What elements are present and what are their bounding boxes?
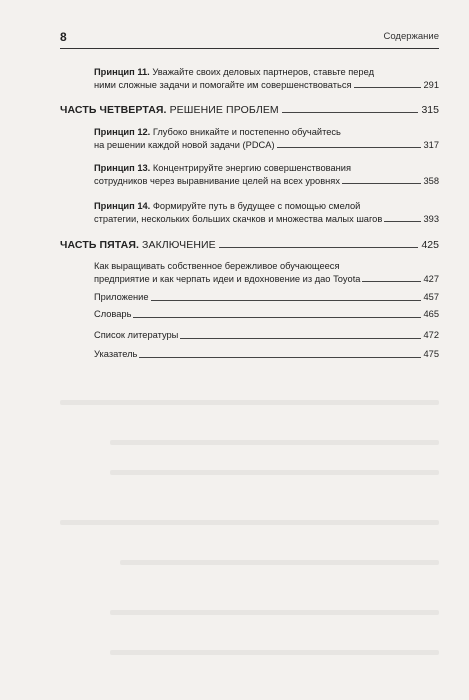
part-title: ЗАКЛЮЧЕНИЕ bbox=[139, 239, 216, 251]
header-rule bbox=[60, 48, 439, 49]
show-through-texture bbox=[110, 470, 439, 475]
dot-leader bbox=[277, 147, 422, 148]
toc-entry-index[interactable] bbox=[94, 348, 439, 361]
dot-leader bbox=[342, 183, 422, 184]
show-through-texture bbox=[110, 610, 439, 615]
entry-page-number: 393 bbox=[423, 213, 439, 224]
dot-leader bbox=[362, 281, 421, 282]
entry-page-number: 358 bbox=[423, 175, 439, 186]
show-through-texture bbox=[110, 650, 439, 655]
entry-page-number: 475 bbox=[423, 349, 439, 359]
part-title: РЕШЕНИЕ ПРОБЛЕМ bbox=[166, 104, 279, 116]
toc-entry-conclusion-chapter[interactable] bbox=[94, 260, 439, 285]
page-number: 8 bbox=[60, 30, 67, 44]
principle-label: Принцип 14. bbox=[94, 201, 151, 211]
dot-leader bbox=[219, 247, 419, 248]
principle-label: Принцип 13. bbox=[94, 163, 151, 173]
entry-page-number: 472 bbox=[423, 330, 439, 340]
principle-label: Принцип 12. bbox=[94, 127, 151, 137]
entry-page-number: 291 bbox=[423, 79, 439, 90]
toc-entry-principle-14[interactable] bbox=[94, 200, 439, 225]
entry-text-line-2: стратегии, нескольких больших скачков и множества малых шагов bbox=[94, 213, 383, 224]
entry-page-number: 317 bbox=[423, 139, 439, 150]
entry-text-line-2: на решении каждой новой задачи (PDCA) bbox=[94, 139, 275, 150]
entry-text-line-2: сотрудников через выравнивание целей на всех уровнях bbox=[94, 175, 340, 186]
toc-part-five[interactable] bbox=[60, 239, 439, 251]
toc-entry-bibliography[interactable] bbox=[94, 329, 439, 342]
toc-entry-principle-12[interactable] bbox=[94, 126, 439, 151]
dot-leader bbox=[180, 338, 421, 339]
entry-title: Указатель bbox=[94, 349, 138, 359]
dot-leader bbox=[384, 221, 421, 222]
entry-text-line-1: Глубоко вникайте и постепенно обучайтесь bbox=[150, 127, 341, 137]
entry-text-line-2: предприятие и как черпать идеи и вдохновение из дао Toyota bbox=[94, 273, 361, 284]
entry-title: Приложение bbox=[94, 292, 149, 302]
part-page-number: 425 bbox=[421, 239, 439, 251]
show-through-texture bbox=[60, 520, 439, 525]
show-through-texture bbox=[120, 560, 439, 565]
dot-leader bbox=[151, 300, 422, 301]
toc-part-four[interactable] bbox=[60, 104, 439, 116]
entry-title: Список литературы bbox=[94, 330, 179, 340]
principle-label: Принцип 11. bbox=[94, 67, 150, 77]
dot-leader bbox=[354, 87, 422, 88]
part-label: ЧАСТЬ ЧЕТВЕРТАЯ. bbox=[60, 104, 167, 116]
part-label: ЧАСТЬ ПЯТАЯ. bbox=[60, 239, 139, 251]
show-through-texture bbox=[60, 400, 439, 405]
toc-entry-principle-13[interactable] bbox=[94, 162, 439, 187]
entry-title: Словарь bbox=[94, 309, 132, 319]
entry-text-line-2: ними сложные задачи и помогайте им совершенствоваться bbox=[94, 79, 352, 90]
toc-entry-glossary[interactable] bbox=[94, 308, 439, 321]
dot-leader bbox=[282, 112, 419, 113]
show-through-texture bbox=[110, 440, 439, 445]
entry-text-line-1: Формируйте путь в будущее с помощью смелой bbox=[150, 201, 361, 211]
entry-text-line-1: Концентрируйте энергию совершенствования bbox=[150, 163, 352, 173]
entry-page-number: 465 bbox=[423, 309, 439, 319]
dot-leader bbox=[133, 317, 421, 318]
entry-page-number: 427 bbox=[423, 273, 439, 284]
entry-text-line-1: Уважайте своих деловых партнеров, ставьте перед bbox=[149, 67, 374, 77]
running-head: Содержание bbox=[383, 31, 439, 42]
entry-page-number: 457 bbox=[423, 292, 439, 302]
part-page-number: 315 bbox=[421, 104, 439, 116]
entry-text-line-1: Как выращивать собственное бережливое обучающееся bbox=[94, 261, 340, 271]
toc-entry-principle-11[interactable] bbox=[94, 66, 439, 91]
dot-leader bbox=[139, 357, 421, 358]
toc-entry-appendix[interactable] bbox=[94, 291, 439, 304]
page-header bbox=[60, 30, 439, 46]
